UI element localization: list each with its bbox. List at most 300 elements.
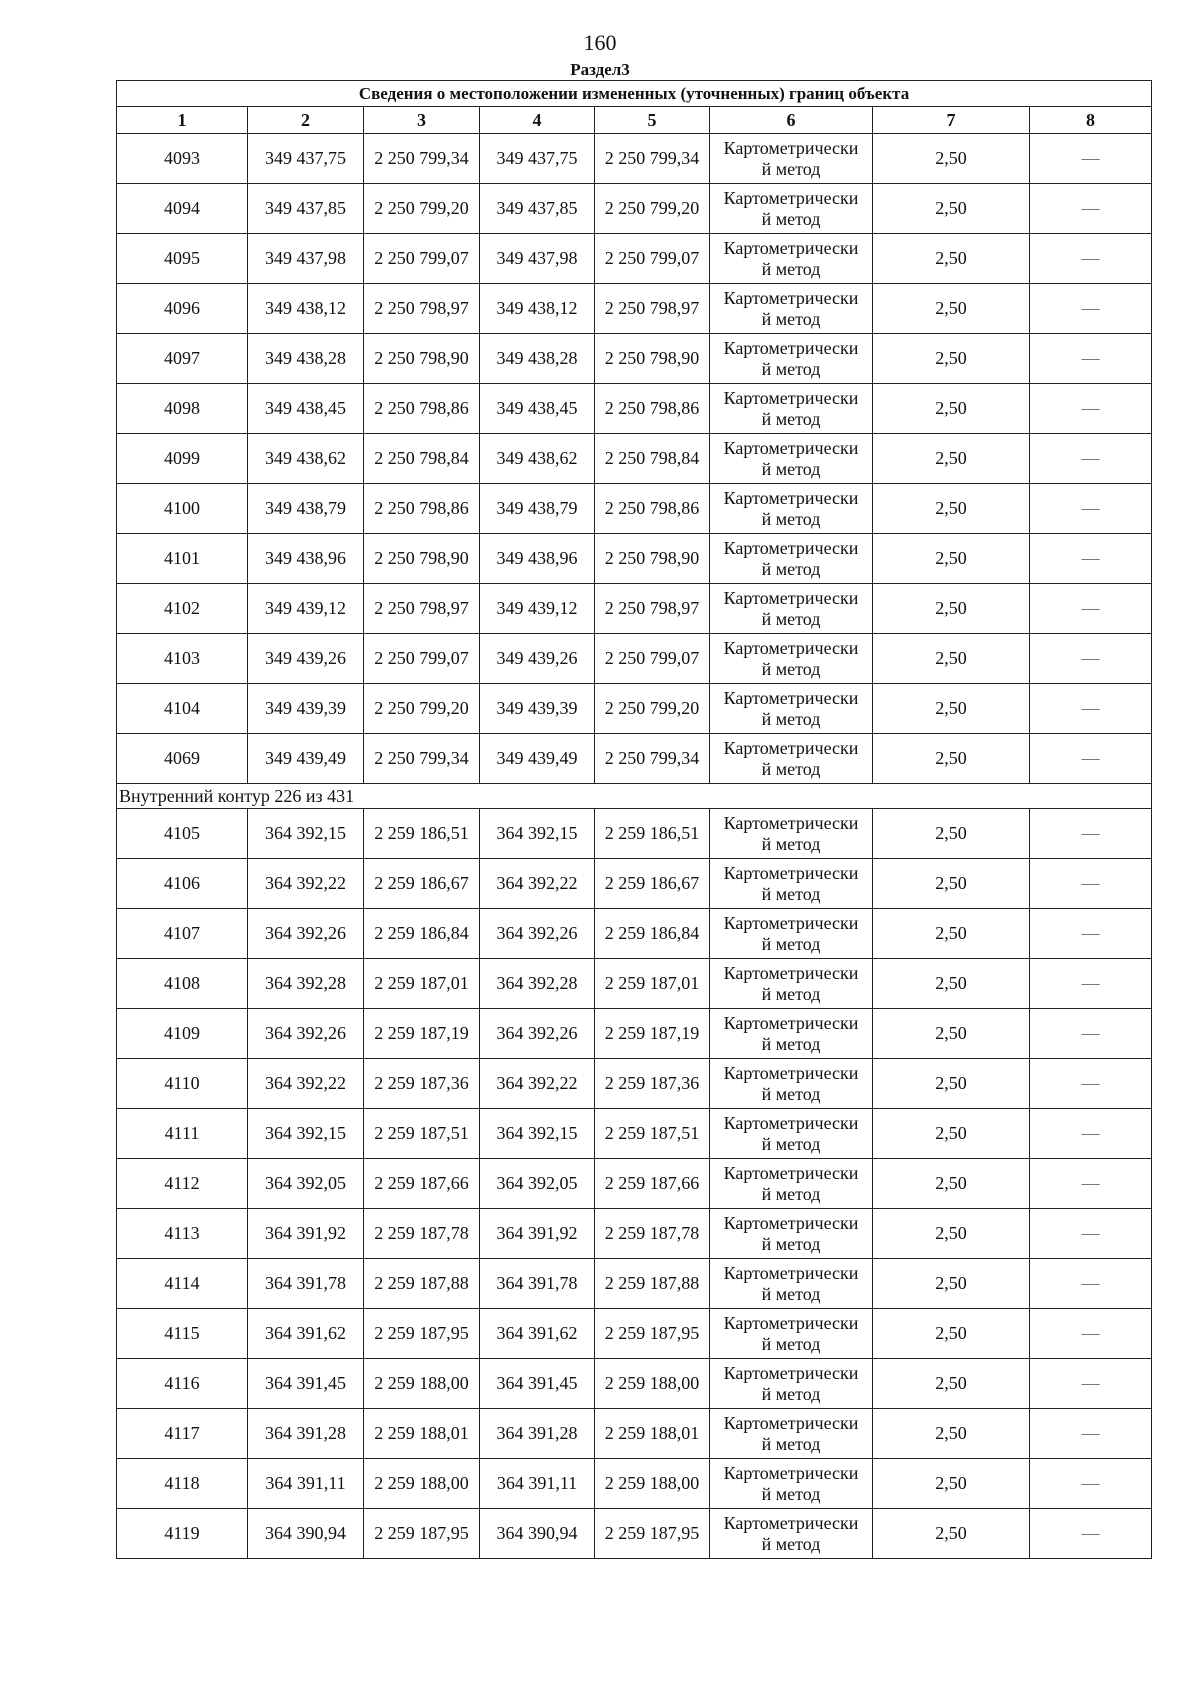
x-existing-cell: 349 437,75 — [248, 134, 364, 184]
y-existing-cell: 2 259 188,01 — [364, 1409, 480, 1459]
x-new-cell: 364 392,28 — [480, 959, 595, 1009]
method-text-line: Картометрически — [723, 587, 859, 608]
method-text-line: й метод — [761, 1083, 821, 1104]
method-text-line: й метод — [761, 358, 821, 379]
method-text-line: Картометрически — [723, 812, 859, 833]
accuracy-cell: 2,50 — [873, 909, 1030, 959]
point-number-cell: 4117 — [117, 1409, 248, 1459]
point-number-cell: 4107 — [117, 909, 248, 959]
description-cell: — — [1030, 1009, 1152, 1059]
accuracy-cell: 2,50 — [873, 1459, 1030, 1509]
y-new-cell: 2 259 187,78 — [595, 1209, 710, 1259]
x-new-cell: 364 391,78 — [480, 1259, 595, 1309]
y-existing-cell: 2 259 187,95 — [364, 1309, 480, 1359]
method-cell — [710, 684, 873, 734]
accuracy-cell: 2,50 — [873, 484, 1030, 534]
accuracy-cell: 2,50 — [873, 1259, 1030, 1309]
table-row — [117, 334, 1152, 384]
method-text-line: Картометрически — [723, 637, 859, 658]
table-row — [117, 1209, 1152, 1259]
description-cell: — — [1030, 909, 1152, 959]
method-text-line: й метод — [761, 658, 821, 679]
point-number-cell: 4098 — [117, 384, 248, 434]
method-text-line: Картометрически — [723, 387, 859, 408]
accuracy-cell: 2,50 — [873, 1159, 1030, 1209]
method-cell — [710, 1009, 873, 1059]
x-new-cell: 349 438,28 — [480, 334, 595, 384]
x-new-cell: 364 391,11 — [480, 1459, 595, 1509]
method-text-line: й метод — [761, 708, 821, 729]
x-new-cell: 364 391,45 — [480, 1359, 595, 1409]
method-text-line: й метод — [761, 1233, 821, 1254]
y-existing-cell: 2 259 186,51 — [364, 809, 480, 859]
x-existing-cell: 364 391,11 — [248, 1459, 364, 1509]
method-text-line: й метод — [761, 1133, 821, 1154]
point-number-cell: 4096 — [117, 284, 248, 334]
method-cell — [710, 809, 873, 859]
y-new-cell: 2 259 187,01 — [595, 959, 710, 1009]
method-text-line: Картометрически — [723, 187, 859, 208]
y-new-cell: 2 250 799,34 — [595, 734, 710, 784]
x-existing-cell: 349 438,62 — [248, 434, 364, 484]
x-new-cell: 364 392,22 — [480, 859, 595, 909]
method-cell — [710, 434, 873, 484]
table-caption-row — [117, 81, 1152, 107]
y-new-cell: 2 259 187,95 — [595, 1309, 710, 1359]
method-cell — [710, 909, 873, 959]
y-new-cell: 2 259 187,88 — [595, 1259, 710, 1309]
x-new-cell: 364 392,22 — [480, 1059, 595, 1109]
point-number-cell: 4109 — [117, 1009, 248, 1059]
x-new-cell: 349 439,26 — [480, 634, 595, 684]
method-text-line: й метод — [761, 1533, 821, 1554]
x-existing-cell: 364 392,22 — [248, 1059, 364, 1109]
y-existing-cell: 2 250 799,07 — [364, 634, 480, 684]
y-new-cell: 2 259 188,00 — [595, 1359, 710, 1409]
method-text-line: Картометрически — [723, 537, 859, 558]
point-number-cell: 4118 — [117, 1459, 248, 1509]
table-row — [117, 384, 1152, 434]
point-number-cell: 4093 — [117, 134, 248, 184]
column-header: 4 — [480, 107, 595, 134]
description-cell: — — [1030, 134, 1152, 184]
x-existing-cell: 364 392,15 — [248, 1109, 364, 1159]
method-cell — [710, 484, 873, 534]
y-existing-cell: 2 259 187,01 — [364, 959, 480, 1009]
method-cell — [710, 1359, 873, 1409]
y-new-cell: 2 250 798,97 — [595, 584, 710, 634]
method-text-line: Картометрически — [723, 1462, 859, 1483]
method-text-line: й метод — [761, 608, 821, 629]
point-number-cell: 4104 — [117, 684, 248, 734]
point-number-cell: 4095 — [117, 234, 248, 284]
table-row — [117, 1109, 1152, 1159]
table-row — [117, 1409, 1152, 1459]
description-cell: — — [1030, 1459, 1152, 1509]
method-text-line: Картометрически — [723, 1262, 859, 1283]
description-cell: — — [1030, 634, 1152, 684]
x-existing-cell: 364 391,28 — [248, 1409, 364, 1459]
table-row — [117, 1009, 1152, 1059]
y-existing-cell: 2 259 187,95 — [364, 1509, 480, 1559]
y-new-cell: 2 250 798,90 — [595, 534, 710, 584]
x-existing-cell: 364 392,26 — [248, 1009, 364, 1059]
x-existing-cell: 349 438,12 — [248, 284, 364, 334]
method-text-line: Картометрически — [723, 237, 859, 258]
accuracy-cell: 2,50 — [873, 534, 1030, 584]
column-header: 2 — [248, 107, 364, 134]
method-text-line: й метод — [761, 158, 821, 179]
table-row — [117, 809, 1152, 859]
accuracy-cell: 2,50 — [873, 234, 1030, 284]
description-cell: — — [1030, 384, 1152, 434]
method-text-line: й метод — [761, 883, 821, 904]
point-number-cell: 4110 — [117, 1059, 248, 1109]
y-new-cell: 2 250 799,07 — [595, 634, 710, 684]
point-number-cell: 4114 — [117, 1259, 248, 1309]
y-new-cell: 2 250 799,20 — [595, 184, 710, 234]
x-existing-cell: 349 438,79 — [248, 484, 364, 534]
table-body — [117, 81, 1152, 1559]
y-existing-cell: 2 259 187,78 — [364, 1209, 480, 1259]
x-new-cell: 364 391,62 — [480, 1309, 595, 1359]
method-text-line: Картометрически — [723, 1062, 859, 1083]
description-cell: — — [1030, 334, 1152, 384]
accuracy-cell: 2,50 — [873, 284, 1030, 334]
x-existing-cell: 364 390,94 — [248, 1509, 364, 1559]
column-header-row — [117, 107, 1152, 134]
y-existing-cell: 2 250 798,97 — [364, 284, 480, 334]
y-existing-cell: 2 250 798,86 — [364, 484, 480, 534]
table-row — [117, 684, 1152, 734]
point-number-cell: 4097 — [117, 334, 248, 384]
point-number-cell: 4101 — [117, 534, 248, 584]
column-header: 3 — [364, 107, 480, 134]
point-number-cell: 4102 — [117, 584, 248, 634]
x-existing-cell: 364 391,92 — [248, 1209, 364, 1259]
point-number-cell: 4108 — [117, 959, 248, 1009]
y-existing-cell: 2 250 798,86 — [364, 384, 480, 434]
column-header: 6 — [710, 107, 873, 134]
method-text-line: Картометрически — [723, 137, 859, 158]
method-cell — [710, 1109, 873, 1159]
method-text-line: Картометрически — [723, 1312, 859, 1333]
table-row — [117, 959, 1152, 1009]
x-existing-cell: 364 392,05 — [248, 1159, 364, 1209]
y-new-cell: 2 259 187,95 — [595, 1509, 710, 1559]
x-new-cell: 349 437,85 — [480, 184, 595, 234]
accuracy-cell: 2,50 — [873, 184, 1030, 234]
description-cell: — — [1030, 859, 1152, 909]
method-cell — [710, 1259, 873, 1309]
method-text-line: й метод — [761, 1383, 821, 1404]
y-existing-cell: 2 259 187,88 — [364, 1259, 480, 1309]
method-text-line: й метод — [761, 1433, 821, 1454]
table-row — [117, 1459, 1152, 1509]
method-cell — [710, 1309, 873, 1359]
y-new-cell: 2 250 798,90 — [595, 334, 710, 384]
y-new-cell: 2 250 798,84 — [595, 434, 710, 484]
y-existing-cell: 2 250 799,20 — [364, 684, 480, 734]
table-row — [117, 584, 1152, 634]
x-new-cell: 349 438,79 — [480, 484, 595, 534]
accuracy-cell: 2,50 — [873, 684, 1030, 734]
method-text-line: Картометрически — [723, 287, 859, 308]
method-text-line: Картометрически — [723, 912, 859, 933]
boundary-coordinates-table — [116, 80, 1152, 1559]
x-existing-cell: 364 391,78 — [248, 1259, 364, 1309]
y-existing-cell: 2 250 799,34 — [364, 734, 480, 784]
method-cell — [710, 384, 873, 434]
method-cell — [710, 184, 873, 234]
contour-label: Внутренний контур 226 из 431 — [117, 784, 1152, 809]
y-existing-cell: 2 259 187,36 — [364, 1059, 480, 1109]
x-new-cell: 349 438,45 — [480, 384, 595, 434]
accuracy-cell: 2,50 — [873, 1359, 1030, 1409]
description-cell: — — [1030, 1209, 1152, 1259]
y-new-cell: 2 250 799,34 — [595, 134, 710, 184]
table-row — [117, 284, 1152, 334]
x-existing-cell: 349 439,26 — [248, 634, 364, 684]
description-cell: — — [1030, 1309, 1152, 1359]
description-cell: — — [1030, 434, 1152, 484]
point-number-cell: 4111 — [117, 1109, 248, 1159]
description-cell: — — [1030, 959, 1152, 1009]
point-number-cell: 4094 — [117, 184, 248, 234]
x-new-cell: 364 391,28 — [480, 1409, 595, 1459]
x-existing-cell: 364 392,28 — [248, 959, 364, 1009]
method-text-line: Картометрически — [723, 1162, 859, 1183]
accuracy-cell: 2,50 — [873, 734, 1030, 784]
accuracy-cell: 2,50 — [873, 959, 1030, 1009]
x-new-cell: 364 392,05 — [480, 1159, 595, 1209]
point-number-cell: 4119 — [117, 1509, 248, 1559]
method-text-line: й метод — [761, 258, 821, 279]
method-text-line: Картометрически — [723, 1112, 859, 1133]
column-header: 8 — [1030, 107, 1152, 134]
method-text-line: й метод — [761, 558, 821, 579]
method-text-line: й метод — [761, 1183, 821, 1204]
method-cell — [710, 534, 873, 584]
method-text-line: й метод — [761, 1033, 821, 1054]
y-new-cell: 2 259 188,01 — [595, 1409, 710, 1459]
method-cell — [710, 334, 873, 384]
y-new-cell: 2 259 186,51 — [595, 809, 710, 859]
x-new-cell: 349 439,39 — [480, 684, 595, 734]
accuracy-cell: 2,50 — [873, 384, 1030, 434]
method-cell — [710, 1509, 873, 1559]
y-new-cell: 2 259 187,66 — [595, 1159, 710, 1209]
table-row — [117, 859, 1152, 909]
table-row — [117, 1059, 1152, 1109]
method-cell — [710, 734, 873, 784]
method-text-line: Картометрически — [723, 962, 859, 983]
method-cell — [710, 234, 873, 284]
point-number-cell: 4106 — [117, 859, 248, 909]
accuracy-cell: 2,50 — [873, 434, 1030, 484]
description-cell: — — [1030, 1409, 1152, 1459]
description-cell: — — [1030, 534, 1152, 584]
y-existing-cell: 2 250 798,84 — [364, 434, 480, 484]
method-text-line: Картометрически — [723, 1212, 859, 1233]
x-new-cell: 364 392,26 — [480, 1009, 595, 1059]
y-existing-cell: 2 250 798,97 — [364, 584, 480, 634]
table-row — [117, 909, 1152, 959]
method-cell — [710, 1409, 873, 1459]
x-existing-cell: 349 439,39 — [248, 684, 364, 734]
x-existing-cell: 349 438,45 — [248, 384, 364, 434]
x-new-cell: 364 390,94 — [480, 1509, 595, 1559]
method-text-line: Картометрически — [723, 1362, 859, 1383]
point-number-cell: 4099 — [117, 434, 248, 484]
description-cell: — — [1030, 584, 1152, 634]
method-cell — [710, 284, 873, 334]
table-row — [117, 1259, 1152, 1309]
method-text-line: Картометрически — [723, 1012, 859, 1033]
x-new-cell: 349 437,75 — [480, 134, 595, 184]
x-existing-cell: 349 438,28 — [248, 334, 364, 384]
x-new-cell: 349 439,12 — [480, 584, 595, 634]
method-text-line: й метод — [761, 1283, 821, 1304]
method-cell — [710, 959, 873, 1009]
method-text-line: Картометрически — [723, 862, 859, 883]
x-new-cell: 364 391,92 — [480, 1209, 595, 1259]
x-new-cell: 349 438,12 — [480, 284, 595, 334]
point-number-cell: 4105 — [117, 809, 248, 859]
x-existing-cell: 364 391,62 — [248, 1309, 364, 1359]
method-text-line: Картометрически — [723, 337, 859, 358]
y-new-cell: 2 250 798,97 — [595, 284, 710, 334]
y-new-cell: 2 259 187,36 — [595, 1059, 710, 1109]
description-cell: — — [1030, 1359, 1152, 1409]
column-header: 5 — [595, 107, 710, 134]
method-text-line: й метод — [761, 458, 821, 479]
y-new-cell: 2 259 186,84 — [595, 909, 710, 959]
table-row — [117, 634, 1152, 684]
table-row — [117, 1159, 1152, 1209]
description-cell: — — [1030, 284, 1152, 334]
y-new-cell: 2 250 798,86 — [595, 484, 710, 534]
point-number-cell: 4112 — [117, 1159, 248, 1209]
y-new-cell: 2 250 799,20 — [595, 684, 710, 734]
table-row — [117, 734, 1152, 784]
y-existing-cell: 2 259 186,67 — [364, 859, 480, 909]
method-text-line: Картометрически — [723, 1412, 859, 1433]
x-existing-cell: 349 437,98 — [248, 234, 364, 284]
accuracy-cell: 2,50 — [873, 1409, 1030, 1459]
accuracy-cell: 2,50 — [873, 1509, 1030, 1559]
y-existing-cell: 2 259 187,51 — [364, 1109, 480, 1159]
x-existing-cell: 349 439,49 — [248, 734, 364, 784]
method-text-line: й метод — [761, 1333, 821, 1354]
table-row — [117, 434, 1152, 484]
y-new-cell: 2 259 187,51 — [595, 1109, 710, 1159]
accuracy-cell: 2,50 — [873, 809, 1030, 859]
method-text-line: Картометрически — [723, 687, 859, 708]
section-title: Раздел3 — [570, 60, 630, 79]
table-row — [117, 134, 1152, 184]
method-cell — [710, 134, 873, 184]
table-row — [117, 234, 1152, 284]
method-text-line: й метод — [761, 208, 821, 229]
method-text-line: Картометрически — [723, 437, 859, 458]
description-cell: — — [1030, 734, 1152, 784]
method-text-line: Картометрически — [723, 1512, 859, 1533]
method-cell — [710, 1159, 873, 1209]
point-number-cell: 4100 — [117, 484, 248, 534]
x-new-cell: 349 439,49 — [480, 734, 595, 784]
method-text-line: й метод — [761, 1483, 821, 1504]
description-cell: — — [1030, 1159, 1152, 1209]
description-cell: — — [1030, 484, 1152, 534]
y-new-cell: 2 259 186,67 — [595, 859, 710, 909]
method-text-line: й метод — [761, 933, 821, 954]
y-existing-cell: 2 250 798,90 — [364, 534, 480, 584]
accuracy-cell: 2,50 — [873, 1309, 1030, 1359]
description-cell: — — [1030, 1509, 1152, 1559]
contour-row — [117, 784, 1152, 809]
y-new-cell: 2 250 798,86 — [595, 384, 710, 434]
description-cell: — — [1030, 1059, 1152, 1109]
x-new-cell: 349 438,62 — [480, 434, 595, 484]
method-text-line: й метод — [761, 833, 821, 854]
x-new-cell: 364 392,26 — [480, 909, 595, 959]
y-new-cell: 2 250 799,07 — [595, 234, 710, 284]
table-row — [117, 1309, 1152, 1359]
point-number-cell: 4113 — [117, 1209, 248, 1259]
method-text-line: й метод — [761, 308, 821, 329]
x-new-cell: 349 437,98 — [480, 234, 595, 284]
method-cell — [710, 1459, 873, 1509]
method-cell — [710, 859, 873, 909]
x-existing-cell: 364 392,22 — [248, 859, 364, 909]
y-existing-cell: 2 250 798,90 — [364, 334, 480, 384]
table-row — [117, 1359, 1152, 1409]
accuracy-cell: 2,50 — [873, 334, 1030, 384]
method-cell — [710, 1209, 873, 1259]
column-header: 1 — [117, 107, 248, 134]
x-new-cell: 364 392,15 — [480, 1109, 595, 1159]
accuracy-cell: 2,50 — [873, 859, 1030, 909]
column-header: 7 — [873, 107, 1030, 134]
point-number-cell: 4103 — [117, 634, 248, 684]
y-existing-cell: 2 250 799,34 — [364, 134, 480, 184]
accuracy-cell: 2,50 — [873, 134, 1030, 184]
x-existing-cell: 364 391,45 — [248, 1359, 364, 1409]
method-text-line: й метод — [761, 508, 821, 529]
y-existing-cell: 2 259 186,84 — [364, 909, 480, 959]
accuracy-cell: 2,50 — [873, 584, 1030, 634]
table-row — [117, 184, 1152, 234]
table-row — [117, 1509, 1152, 1559]
x-existing-cell: 364 392,26 — [248, 909, 364, 959]
point-number-cell: 4115 — [117, 1309, 248, 1359]
y-existing-cell: 2 259 188,00 — [364, 1459, 480, 1509]
y-existing-cell: 2 259 187,19 — [364, 1009, 480, 1059]
y-existing-cell: 2 259 188,00 — [364, 1359, 480, 1409]
description-cell: — — [1030, 684, 1152, 734]
x-existing-cell: 349 438,96 — [248, 534, 364, 584]
method-cell — [710, 1059, 873, 1109]
table-row — [117, 534, 1152, 584]
description-cell: — — [1030, 1109, 1152, 1159]
y-existing-cell: 2 250 799,07 — [364, 234, 480, 284]
method-text-line: й метод — [761, 983, 821, 1004]
table-row — [117, 484, 1152, 534]
x-existing-cell: 364 392,15 — [248, 809, 364, 859]
method-cell — [710, 634, 873, 684]
x-new-cell: 364 392,15 — [480, 809, 595, 859]
